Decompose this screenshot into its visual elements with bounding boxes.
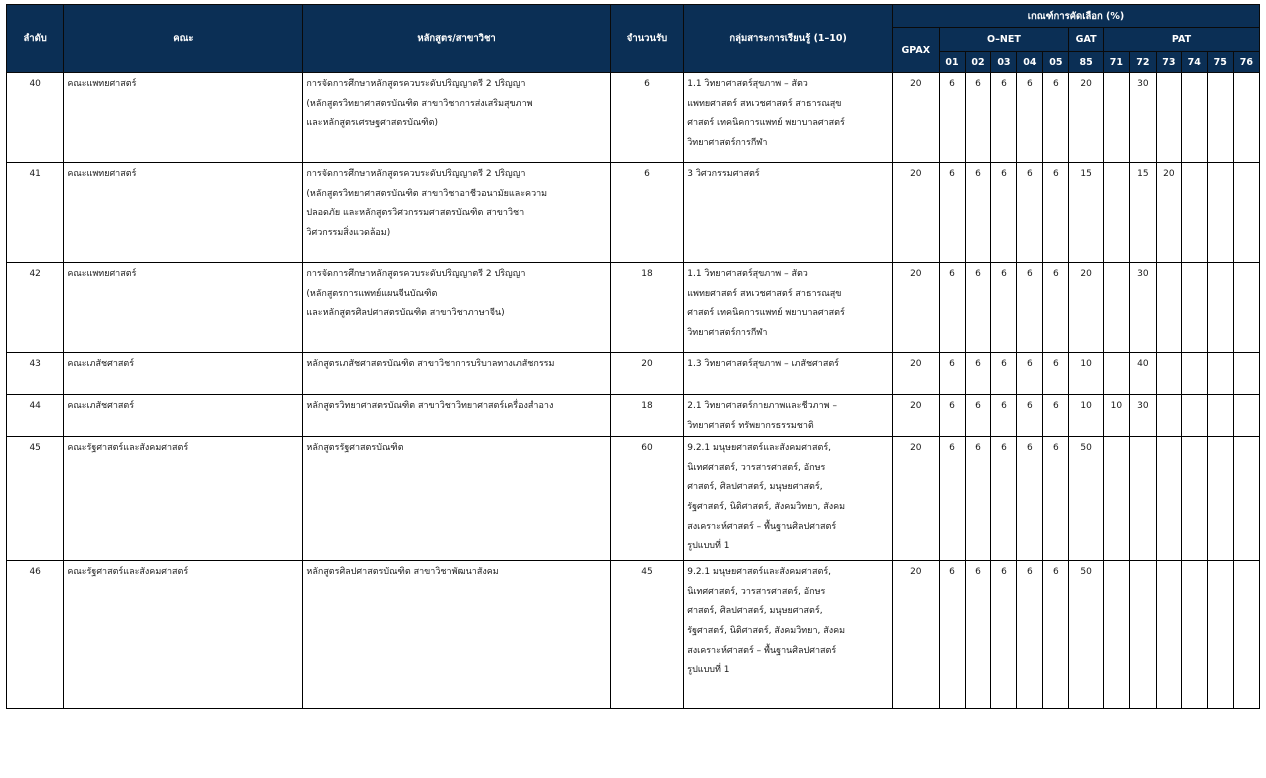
- onet-cell: 6: [1017, 395, 1043, 437]
- learning-group-cell-line: 9.2.1 มนุษยศาสตร์และสังคมศาสตร์,: [687, 567, 832, 578]
- table-row: [7, 437, 1260, 561]
- header-learning-group: กลุ่มสาระการเรียนรู้ (1–10): [684, 5, 893, 73]
- learning-group-cell-line: 9.2.1 มนุษยศาสตร์และสังคมศาสตร์,: [687, 443, 832, 454]
- quota-cell: 18: [610, 395, 684, 437]
- pat-cell: [1156, 437, 1181, 561]
- pat-cell: [1156, 353, 1181, 395]
- program-cell-line: และหลักสูตรเศรษฐศาสตรบัณฑิต): [306, 118, 438, 129]
- pat-cell: [1207, 561, 1233, 709]
- learning-group-cell-line: ศาสตร์, ศิลปศาสตร์, มนุษยศาสตร์,: [687, 482, 823, 493]
- onet-cell: 6: [965, 437, 991, 561]
- pat-cell: [1103, 163, 1129, 263]
- onet-cell: 6: [1017, 163, 1043, 263]
- pat-cell: [1207, 437, 1233, 561]
- pat-cell: [1103, 353, 1129, 395]
- header-gpax: GPAX: [893, 28, 940, 73]
- onet-cell: 6: [1043, 73, 1069, 163]
- header-gat-85: 85: [1069, 52, 1104, 73]
- header-pat-73: 73: [1156, 52, 1181, 73]
- learning-group-cell-line: รัฐศาสตร์, นิติศาสตร์, สังคมวิทยา, สังคม: [687, 501, 846, 512]
- pat-cell: [1181, 163, 1207, 263]
- onet-cell: 6: [1017, 561, 1043, 709]
- learning-group-cell-line: สงเคราะห์ศาสตร์ – พื้นฐานศิลปศาสตร์: [687, 645, 837, 656]
- learning-group-cell: [684, 437, 893, 561]
- order-cell: 43: [7, 353, 64, 395]
- onet-cell: 6: [991, 73, 1017, 163]
- header-gat: GAT: [1069, 28, 1104, 52]
- program-cell-line: การจัดการศึกษาหลักสูตรควบระดับปริญญาตรี 2 ปริญญา: [306, 169, 526, 179]
- onet-cell: 6: [1043, 395, 1069, 437]
- onet-cell: 6: [1043, 353, 1069, 395]
- learning-group-cell: [684, 353, 893, 395]
- header-onet-03: 03: [991, 52, 1017, 73]
- quota-cell: 60: [610, 437, 684, 561]
- pat-cell: [1156, 561, 1181, 709]
- gat-cell: 50: [1069, 561, 1104, 709]
- pat-cell: [1129, 437, 1156, 561]
- table-row: [7, 73, 1260, 163]
- pat-cell: 20: [1156, 163, 1181, 263]
- quota-cell: 6: [610, 163, 684, 263]
- quota-cell: 18: [610, 263, 684, 353]
- program-cell: [303, 263, 610, 353]
- onet-cell: 6: [991, 395, 1017, 437]
- program-cell: [303, 395, 610, 437]
- table-row: [7, 395, 1260, 437]
- table-row: [7, 353, 1260, 395]
- gpax-cell: 20: [893, 163, 940, 263]
- gat-cell: 20: [1069, 263, 1104, 353]
- pat-cell: 10: [1103, 395, 1129, 437]
- pat-cell: [1181, 561, 1207, 709]
- pat-cell: [1156, 73, 1181, 163]
- onet-cell: 6: [991, 437, 1017, 561]
- header-faculty: คณะ: [64, 5, 303, 73]
- learning-group-cell-line: 1.1 วิทยาศาสตร์สุขภาพ – สัตว: [687, 269, 808, 279]
- learning-group-cell-line: 3 วิศวกรรมศาสตร์: [687, 169, 760, 179]
- header-pat-72: 72: [1129, 52, 1156, 73]
- pat-cell: [1207, 263, 1233, 353]
- pat-cell: [1233, 561, 1259, 709]
- gpax-cell: 20: [893, 437, 940, 561]
- program-cell-line: (หลักสูตรการแพทย์แผนจีนบัณฑิต: [306, 288, 438, 299]
- gat-cell: 20: [1069, 73, 1104, 163]
- learning-group-cell-line: ศาสตร์ เทคนิคการแพทย์ พยาบาลศาสตร์: [687, 118, 845, 129]
- pat-cell: [1233, 353, 1259, 395]
- onet-cell: 6: [965, 73, 991, 163]
- onet-cell: 6: [1017, 263, 1043, 353]
- learning-group-cell-line: รัฐศาสตร์, นิติศาสตร์, สังคมวิทยา, สังคม: [687, 625, 846, 636]
- gpax-cell: 20: [893, 73, 940, 163]
- gpax-cell: 20: [893, 561, 940, 709]
- table-row: [7, 561, 1260, 709]
- onet-cell: 6: [1043, 263, 1069, 353]
- quota-cell: 20: [610, 353, 684, 395]
- header-quota: จำนวนรับ: [610, 5, 684, 73]
- pat-cell: [1103, 437, 1129, 561]
- onet-cell: 6: [939, 561, 965, 709]
- pat-cell: [1103, 263, 1129, 353]
- learning-group-cell-line: วิทยาศาสตร์การกีฬา: [687, 137, 768, 148]
- header-onet: O–NET: [939, 28, 1069, 52]
- pat-cell: [1103, 561, 1129, 709]
- faculty-cell: คณะแพทยศาสตร์: [64, 73, 303, 163]
- pat-cell: 40: [1129, 353, 1156, 395]
- program-cell-line: ปลอดภัย และหลักสูตรวิศวกรรมศาสตรบัณฑิต สาขาวิชา: [306, 208, 525, 219]
- pat-cell: [1181, 73, 1207, 163]
- program-cell: [303, 561, 610, 709]
- pat-cell: 15: [1129, 163, 1156, 263]
- onet-cell: 6: [991, 163, 1017, 263]
- order-cell: 40: [7, 73, 64, 163]
- pat-cell: [1181, 395, 1207, 437]
- table-body: [7, 73, 1260, 709]
- onet-cell: 6: [939, 395, 965, 437]
- program-cell-line: (หลักสูตรวิทยาศาสตรบัณฑิต สาขาวิชาการส่งเสริมสุขภาพ: [306, 98, 533, 109]
- header-pat-71: 71: [1103, 52, 1129, 73]
- pat-cell: [1207, 73, 1233, 163]
- order-cell: 46: [7, 561, 64, 709]
- learning-group-cell-line: นิเทศศาสตร์, วารสารศาสตร์, อักษร: [687, 462, 826, 473]
- header-pat-76: 76: [1233, 52, 1259, 73]
- header-pat-74: 74: [1181, 52, 1207, 73]
- learning-group-cell-line: ศาสตร์ เทคนิคการแพทย์ พยาบาลศาสตร์: [687, 308, 845, 319]
- header-onet-05: 05: [1043, 52, 1069, 73]
- learning-group-cell-line: นิเทศศาสตร์, วารสารศาสตร์, อักษร: [687, 586, 826, 597]
- quota-cell: 45: [610, 561, 684, 709]
- learning-group-cell: [684, 561, 893, 709]
- pat-cell: [1207, 163, 1233, 263]
- gat-cell: 10: [1069, 395, 1104, 437]
- learning-group-cell: [684, 263, 893, 353]
- header-onet-04: 04: [1017, 52, 1043, 73]
- pat-cell: [1103, 73, 1129, 163]
- order-cell: 44: [7, 395, 64, 437]
- program-cell-line: หลักสูตรศิลปศาสตรบัณฑิต สาขาวิชาพัฒนาสังคม: [306, 567, 499, 578]
- program-cell: [303, 437, 610, 561]
- faculty-cell: คณะรัฐศาสตร์และสังคมศาสตร์: [64, 437, 303, 561]
- learning-group-cell-line: รูปแบบที่ 1: [687, 665, 730, 676]
- pat-cell: 30: [1129, 263, 1156, 353]
- faculty-cell: คณะเภสัชศาสตร์: [64, 395, 303, 437]
- onet-cell: 6: [939, 263, 965, 353]
- onet-cell: 6: [1017, 437, 1043, 561]
- onet-cell: 6: [939, 353, 965, 395]
- onet-cell: 6: [939, 163, 965, 263]
- program-cell-line: หลักสูตรเภสัชศาสตรบัณฑิต สาขาวิชาการบริบาลทางเภสัชกรรม: [306, 359, 555, 369]
- table-row: [7, 163, 1260, 263]
- pat-cell: [1233, 395, 1259, 437]
- pat-cell: [1233, 163, 1259, 263]
- pat-cell: [1156, 263, 1181, 353]
- pat-cell: [1233, 73, 1259, 163]
- learning-group-cell-line: 2.1 วิทยาศาสตร์กายภาพและชีวภาพ –: [687, 401, 837, 411]
- table-header: [7, 5, 1260, 73]
- gat-cell: 10: [1069, 353, 1104, 395]
- onet-cell: 6: [965, 561, 991, 709]
- onet-cell: 6: [1043, 437, 1069, 561]
- order-cell: 42: [7, 263, 64, 353]
- pat-cell: [1181, 263, 1207, 353]
- onet-cell: 6: [1017, 353, 1043, 395]
- learning-group-cell: [684, 73, 893, 163]
- onet-cell: 6: [991, 353, 1017, 395]
- program-cell-line: (หลักสูตรวิทยาศาสตรบัณฑิต สาขาวิชาอาชีวอนามัยและความ: [306, 188, 548, 199]
- program-cell: [303, 73, 610, 163]
- onet-cell: 6: [991, 263, 1017, 353]
- pat-cell: 30: [1129, 73, 1156, 163]
- pat-cell: [1207, 395, 1233, 437]
- onet-cell: 6: [939, 437, 965, 561]
- onet-cell: 6: [965, 163, 991, 263]
- gpax-cell: 20: [893, 263, 940, 353]
- header-pat: PAT: [1103, 28, 1259, 52]
- program-cell-line: วิศวกรรมสิ่งแวดล้อม): [306, 227, 391, 238]
- onet-cell: 6: [939, 73, 965, 163]
- faculty-cell: คณะเภสัชศาสตร์: [64, 353, 303, 395]
- program-cell-line: หลักสูตรรัฐศาสตรบัณฑิต: [306, 443, 404, 454]
- header-program: หลักสูตร/สาขาวิชา: [303, 5, 610, 73]
- gat-cell: 15: [1069, 163, 1104, 263]
- pat-cell: [1156, 395, 1181, 437]
- order-cell: 41: [7, 163, 64, 263]
- learning-group-cell-line: สงเคราะห์ศาสตร์ – พื้นฐานศิลปศาสตร์: [687, 521, 837, 532]
- pat-cell: [1233, 437, 1259, 561]
- learning-group-cell-line: วิทยาศาสตร์ ทรัพยากรธรรมชาติ: [687, 420, 814, 431]
- learning-group-cell-line: ศาสตร์, ศิลปศาสตร์, มนุษยศาสตร์,: [687, 606, 823, 617]
- program-cell-line: หลักสูตรวิทยาศาสตรบัณฑิต สาขาวิชาวิทยาศาสตร์เครื่องสำอาง: [306, 401, 554, 411]
- learning-group-cell: [684, 395, 893, 437]
- admission-criteria-table: [6, 4, 1260, 709]
- gpax-cell: 20: [893, 353, 940, 395]
- header-selection-criteria: เกณฑ์การคัดเลือก (%): [893, 5, 1260, 28]
- onet-cell: 6: [965, 263, 991, 353]
- header-pat-75: 75: [1207, 52, 1233, 73]
- table-row: [7, 263, 1260, 353]
- quota-cell: 6: [610, 73, 684, 163]
- gpax-cell: 20: [893, 395, 940, 437]
- onet-cell: 6: [1043, 163, 1069, 263]
- learning-group-cell-line: 1.3 วิทยาศาสตร์สุขภาพ – เภสัชศาสตร์: [687, 359, 839, 369]
- header-onet-02: 02: [965, 52, 991, 73]
- program-cell-line: การจัดการศึกษาหลักสูตรควบระดับปริญญาตรี 2 ปริญญา: [306, 79, 526, 89]
- learning-group-cell-line: 1.1 วิทยาศาสตร์สุขภาพ – สัตว: [687, 79, 808, 89]
- order-cell: 45: [7, 437, 64, 561]
- header-onet-01: 01: [939, 52, 965, 73]
- onet-cell: 6: [1017, 73, 1043, 163]
- pat-cell: [1181, 437, 1207, 561]
- header-order: ลำดับ: [7, 5, 64, 73]
- program-cell-line: การจัดการศึกษาหลักสูตรควบระดับปริญญาตรี 2 ปริญญา: [306, 269, 526, 279]
- pat-cell: [1233, 263, 1259, 353]
- onet-cell: 6: [965, 353, 991, 395]
- learning-group-cell-line: แพทยศาสตร์ สหเวชศาสตร์ สาธารณสุข: [687, 98, 842, 109]
- faculty-cell: คณะแพทยศาสตร์: [64, 163, 303, 263]
- admission-criteria-document: [6, 4, 1260, 709]
- onet-cell: 6: [991, 561, 1017, 709]
- learning-group-cell-line: แพทยศาสตร์ สหเวชศาสตร์ สาธารณสุข: [687, 288, 842, 299]
- faculty-cell: คณะรัฐศาสตร์และสังคมศาสตร์: [64, 561, 303, 709]
- program-cell-line: และหลักสูตรศิลปศาสตรบัณฑิต สาขาวิชาภาษาจีน): [306, 308, 505, 319]
- pat-cell: [1207, 353, 1233, 395]
- learning-group-cell-line: วิทยาศาสตร์การกีฬา: [687, 327, 768, 338]
- pat-cell: [1181, 353, 1207, 395]
- pat-cell: [1129, 561, 1156, 709]
- onet-cell: 6: [965, 395, 991, 437]
- pat-cell: 30: [1129, 395, 1156, 437]
- faculty-cell: คณะแพทยศาสตร์: [64, 263, 303, 353]
- gat-cell: 50: [1069, 437, 1104, 561]
- program-cell: [303, 353, 610, 395]
- learning-group-cell: [684, 163, 893, 263]
- learning-group-cell-line: รูปแบบที่ 1: [687, 541, 730, 552]
- program-cell: [303, 163, 610, 263]
- onet-cell: 6: [1043, 561, 1069, 709]
